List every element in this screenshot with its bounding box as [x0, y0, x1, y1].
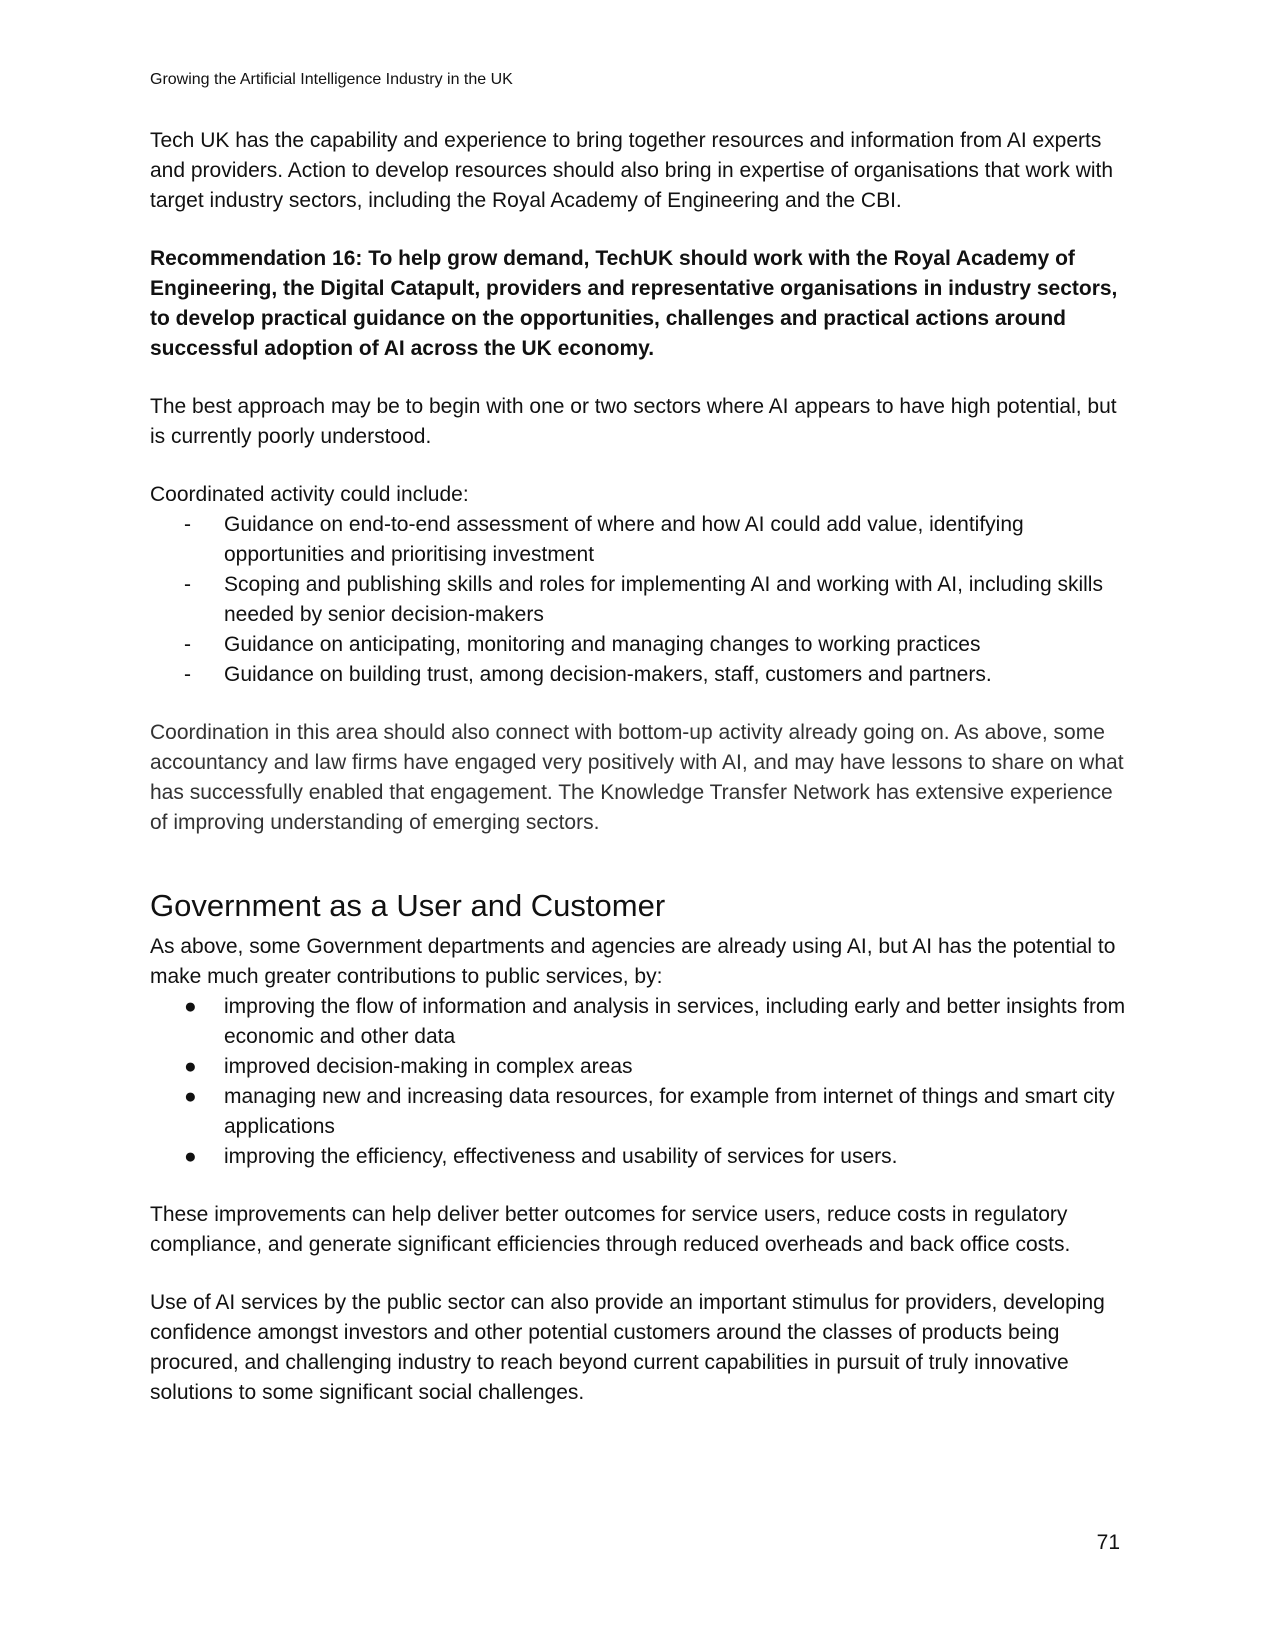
list-item-text: managing new and increasing data resources, for example from internet of things and smart city applications	[224, 1085, 1115, 1138]
list-item-text: Guidance on anticipating, monitoring and managing changes to working practices	[224, 633, 981, 656]
paragraph-techuk-capability: Tech UK has the capability and experience to bring together resources and information from AI experts and providers. Action to develop resources should also bring in expertise of organisations that work with target industry sectors, including the Royal Academy of Engineering and the CBI.	[150, 129, 1114, 212]
document-page	[150, 70, 1130, 1408]
page-number: 71	[1096, 1531, 1120, 1554]
section-heading: Government as a User and Customer	[150, 888, 666, 923]
list-item-text: improved decision-making in complex areas	[224, 1055, 633, 1078]
list-item-text: Guidance on building trust, among decision-makers, staff, customers and partners.	[224, 663, 992, 686]
dash-marker: -	[184, 663, 191, 686]
list-item	[150, 1052, 1130, 1082]
paragraph-coordinated-activity-intro: Coordinated activity could include:	[150, 483, 469, 506]
bullet-marker: ●	[184, 1085, 197, 1108]
bullet-marker: ●	[184, 1055, 197, 1078]
list-item-text: Guidance on end-to-end assessment of where and how AI could add value, identifying opportunities and prioritising investment	[224, 513, 1024, 566]
list-item	[150, 510, 1130, 570]
dash-marker: -	[184, 633, 191, 656]
paragraph-improvements: These improvements can help deliver better outcomes for service users, reduce costs in regulatory compliance, and generate significant efficiencies through reduced overheads and back office costs.	[150, 1203, 1071, 1256]
paragraph-best-approach: The best approach may be to begin with one or two sectors where AI appears to have high potential, but is currently poorly understood.	[150, 395, 1117, 448]
coordinated-activity-list	[150, 510, 1130, 690]
paragraph-public-sector-stimulus: Use of AI services by the public sector can also provide an important stimulus for providers, developing confidence amongst investors and other potential customers around the classes of products being procured, and challenging industry to reach beyond current capabilities in pursuit of truly innovative solutions to some significant social challenges.	[150, 1291, 1105, 1404]
public-service-contributions-list	[150, 992, 1130, 1172]
list-item	[150, 630, 1130, 660]
recommendation-16: Recommendation 16: To help grow demand, TechUK should work with the Royal Academy of Engineering, the Digital Catapult, providers and representative organisations in industry sectors, to develop practical guidance on the opportunities, challenges and practical actions around successful adoption of AI across the UK economy.	[150, 247, 1118, 360]
paragraph-coordination: Coordination in this area should also connect with bottom-up activity already going on. As above, some accountancy and law firms have engaged very positively with AI, and may have lessons to share on what has successfully enabled that engagement. The Knowledge Transfer Network has extensive experience of improving understanding of emerging sectors.	[150, 721, 1124, 834]
bullet-marker: ●	[184, 1145, 197, 1168]
dash-marker: -	[184, 513, 191, 536]
running-header: Growing the Artificial Intelligence Industry in the UK	[150, 71, 513, 88]
list-item-text: improving the flow of information and analysis in services, including early and better insights from economic and other data	[224, 995, 1126, 1048]
list-item	[150, 660, 1130, 690]
list-item-text: improving the efficiency, effectiveness and usability of services for users.	[224, 1145, 898, 1168]
list-item	[150, 570, 1130, 630]
list-item	[150, 1082, 1130, 1142]
bullet-marker: ●	[184, 995, 197, 1018]
paragraph-government-usage: As above, some Government departments and agencies are already using AI, but AI has the potential to make much greater contributions to public services, by:	[150, 935, 1116, 988]
list-item-text: Scoping and publishing skills and roles for implementing AI and working with AI, including skills needed by senior decision-makers	[224, 573, 1103, 626]
list-item	[150, 1142, 1130, 1172]
list-item	[150, 992, 1130, 1052]
dash-marker: -	[184, 573, 191, 596]
